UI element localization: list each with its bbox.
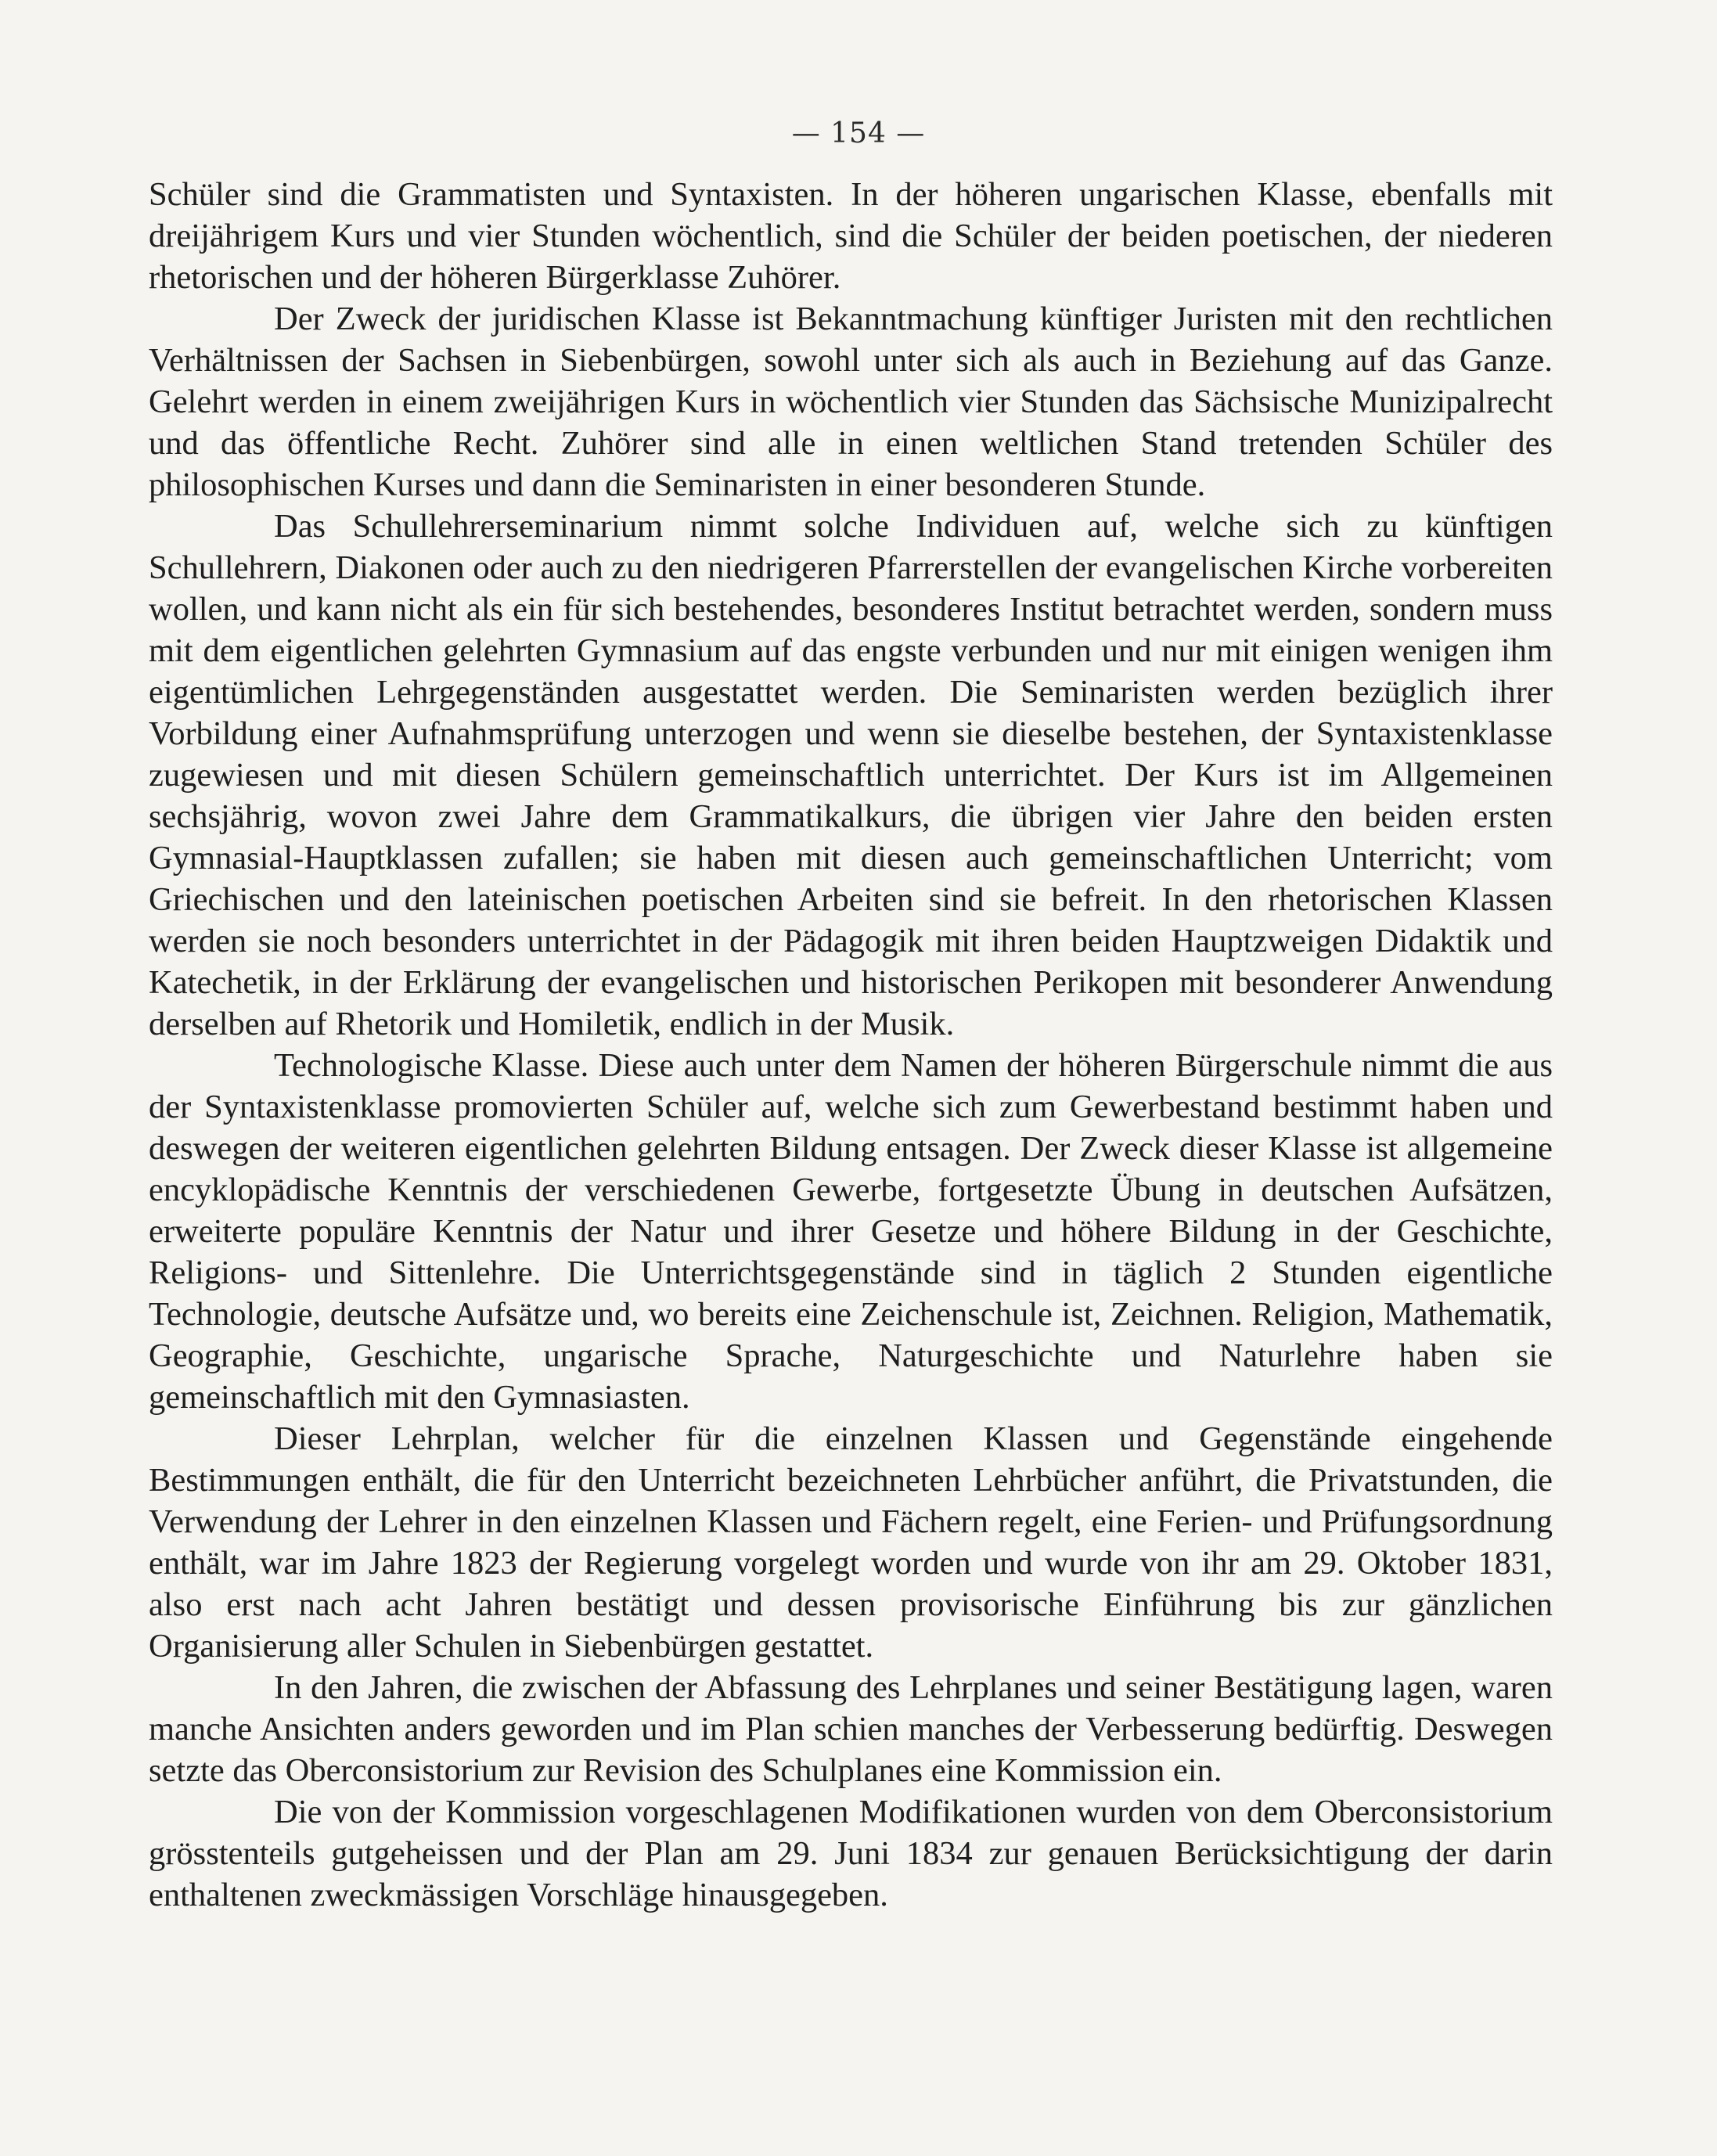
paragraph-modifikationen: Die von der Kommission vorgeschlagenen Modifikationen wurden von dem Oberconsistorium grösstenteils gutgeheissen und der Plan am 29. Juni 1834 zur genauen Berücksichtigung der darin enthaltenen zweckmässigen Vorschläge hinausgegeben.	[149, 1794, 1553, 1913]
paragraph-juridische-klasse: Der Zweck der juridischen Klasse ist Bekanntmachung künftiger Juristen mit den rechtlichen Verhältnissen der Sachsen in Siebenbürgen, sowohl unter sich als auch in Beziehung auf das Ganze. Gelehrt werden in einem zweijährigen Kurs in wöchentlich vier Stunden das Sächsische Munizipalrecht und das öffentliche Recht. Zuhörer sind alle in einen weltlichen Stand tretenden Schüler des philosophischen Kurses und dann die Seminaristen in einer besonderen Stunde.	[149, 301, 1553, 503]
paragraph-abfassung: In den Jahren, die zwischen der Abfassung des Lehrplanes und seiner Bestätigung lagen, waren manche Ansichten anders geworden und im Plan schien manches der Verbesserung bedürftig. Deswegen setzte das Oberconsistorium zur Revision des Schulplanes eine Kommission ein.	[149, 1669, 1553, 1789]
page-number: — 154 —	[791, 117, 926, 149]
body-text	[149, 174, 1553, 1916]
paragraph-lehrplan: Dieser Lehrplan, welcher für die einzelnen Klassen und Gegenstände eingehende Bestimmungen enthält, die für den Unterricht bezeichneten Lehrbücher anführt, die Privatstunden, die Verwendung der Lehrer in den einzelnen Klassen und Fächern regelt, eine Ferien- und Prüfungsordnung enthält, war im Jahre 1823 der Regierung vorgelegt worden und wurde von ihr am 29. Oktober 1831, also erst nach acht Jahren bestätigt und dessen provisorische Einführung bis zur gänzlichen Organisierung aller Schulen in Siebenbürgen gestattet.	[149, 1420, 1553, 1665]
paragraph-continuation: Schüler sind die Grammatisten und Syntaxisten. In der höheren ungarischen Klasse, ebenfalls mit dreijährigem Kurs und vier Stunden wöchentlich, sind die Schüler der beiden poetischen, der niederen rhetorischen und der höheren Bürgerklasse Zuhörer.	[149, 176, 1553, 296]
paragraph-technologische-klasse: Technologische Klasse. Diese auch unter dem Namen der höheren Bürgerschule nimmt die aus der Syntaxistenklasse promovierten Schüler auf, welche sich zum Gewerbestand bestimmt haben und deswegen der weiteren eigentlichen gelehrten Bildung entsagen. Der Zweck dieser Klasse ist allgemeine encyklopädische Kenntnis der verschiedenen Gewerbe, fortgesetzte Übung in deutschen Aufsätzen, erweiterte populäre Kenntnis der Natur und ihrer Gesetze und höhere Bildung in der Geschichte, Religions- und Sittenlehre. Die Unterrichtsgegenstände sind in täglich 2 Stunden eigentliche Technologie, deutsche Aufsätze und, wo bereits eine Zeichenschule ist, Zeichnen. Religion, Mathematik, Geographie, Geschichte, ungarische Sprache, Naturgeschichte und Naturlehre haben sie gemeinschaftlich mit den Gymnasiasten.	[149, 1047, 1553, 1416]
paragraph-schullehrerseminarium: Das Schullehrerseminarium nimmt solche Individuen auf, welche sich zu künftigen Schullehrern, Diakonen oder auch zu den niedrigeren Pfarrerstellen der evangelischen Kirche vorbereiten wollen, und kann nicht als ein für sich bestehendes, besonderes Institut betrachtet werden, sondern muss mit dem eigentlichen gelehrten Gymnasium auf das engste verbunden und nur mit einigen wenigen ihm eigentümlichen Lehrgegenständen ausgestattet werden. Die Seminaristen werden bezüglich ihrer Vorbildung einer Aufnahmsprüfung unterzogen und wenn sie dieselbe bestehen, der Syntaxistenklasse zugewiesen und mit diesen Schülern gemeinschaftlich unterrichtet. Der Kurs ist im Allgemeinen sechsjährig, wovon zwei Jahre dem Grammatikalkurs, die übrigen vier Jahre den beiden ersten Gymnasial-Hauptklassen zufallen; sie haben mit diesen auch gemeinschaftlichen Unterricht; vom Griechischen und den lateinischen poetischen Arbeiten sind sie befreit. In den rhetorischen Klassen werden sie noch besonders unterrichtet in der Pädagogik mit ihren beiden Hauptzweigen Didaktik und Katechetik, in der Erklärung der evangelischen und historischen Perikopen mit besonderer Anwendung derselben auf Rhetorik und Homiletik, endlich in der Musik.	[149, 508, 1553, 1042]
